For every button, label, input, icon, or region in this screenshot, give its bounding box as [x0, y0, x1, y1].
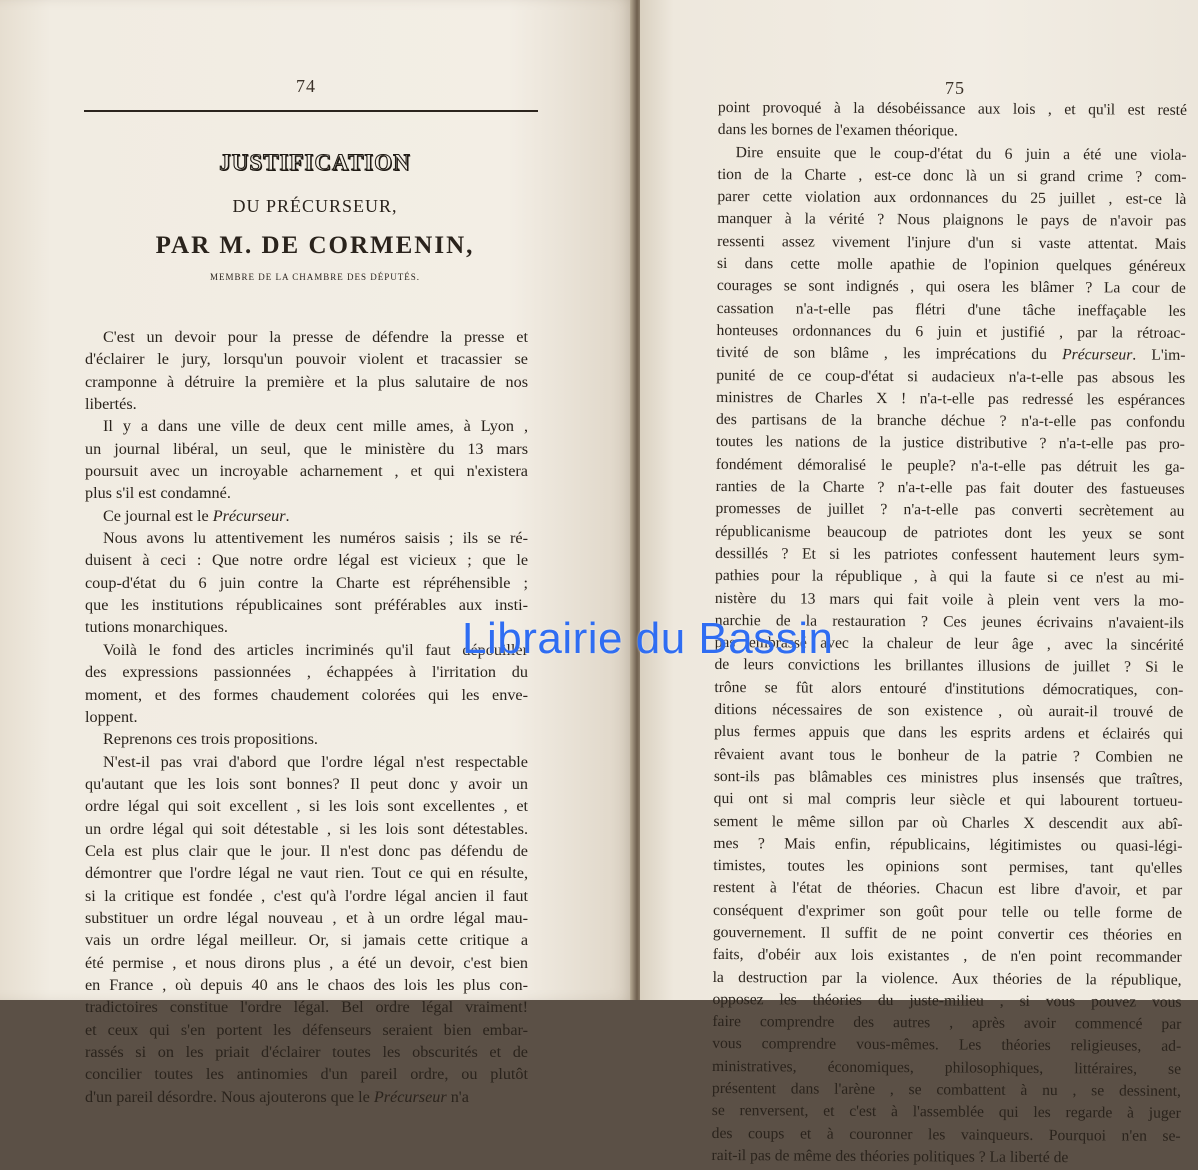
- text-line: trône se fût alors entouré d'institutions démocratiques, con-: [714, 678, 1184, 699]
- text-line: vous comprendre vous-mêmes. Les théories religieuses, ad-: [712, 1035, 1182, 1056]
- watermark: Librairie du Bassin: [462, 614, 834, 663]
- text-line: un journal libéral, un seul, que le ministère du 13 mars: [85, 439, 528, 458]
- journal-name: Précurseur: [1062, 346, 1133, 364]
- text-line: courages se sont indignés , qui osera les blâmer ? La cour de: [716, 277, 1186, 298]
- text-line: se renversent, et c'est à l'assemblée qui les regarde à juger: [711, 1102, 1181, 1123]
- text-line: plus fermes appuis que dans les esprits ardens et éclairés qui: [714, 723, 1184, 744]
- text-line: de leurs convictions les brillantes illusions de juillet ? Si le: [714, 656, 1184, 677]
- text-line: Reprenons ces trois propositions.: [103, 730, 318, 749]
- text-line: pathies pour la république , à qui la faute si ce n'est au mi-: [715, 567, 1185, 588]
- text-line: que les institutions républicaines sont préférables aux insti-: [85, 596, 528, 615]
- text-line: ranties de la Charte ? n'a-t-elle pas fait douter des fastueuses: [715, 478, 1185, 498]
- text-line: concilier toutes les antinomies d'un pareil ordre, ou plutôt: [85, 1065, 528, 1084]
- text-line: pas embrassé avec la chaleur de leur âge , avec la sincérité: [714, 634, 1184, 654]
- text-line: été permise , et nous dirons plus , a été un devoir, c'est bien: [85, 953, 528, 972]
- text-line: faire comprendre des autres , après avoir commencé par: [712, 1013, 1182, 1034]
- page-title: JUSTIFICATION: [219, 150, 411, 175]
- text-line: et ceux qui s'en portent les défenseurs seraient bien embar-: [85, 1020, 528, 1039]
- text-line: narchie de la restauration ? Ces jeunes écrivains n'avaient-ils: [714, 611, 1184, 632]
- text-line: Dire ensuite que le coup-d'état du 6 juin a été une viola-: [735, 143, 1187, 164]
- text-line: vais un ordre légal meilleur. Or, si jamais cette critique a: [85, 931, 528, 950]
- text-line: punité de ce coup-d'état si audacieux n'a-t-elle pas absous les: [716, 366, 1186, 387]
- byline: PAR M. DE CORMENIN,: [155, 232, 475, 259]
- text-line: sont-ils pas blâmables ces ministres plus insensés que traîtres,: [713, 767, 1183, 788]
- text-line: ordre légal qui soit excellent , si les lois sont excellentes , et: [85, 797, 528, 816]
- text-line: Nous avons lu attentivement les numéros saisis ; ils se ré-: [103, 529, 528, 548]
- text-line: tivité de son blâme , les imprécations du Précurseur. L'im-: [716, 344, 1186, 365]
- text-line: C'est un devoir pour la presse de défendre la presse et: [103, 328, 528, 346]
- text-line: loppent.: [85, 707, 138, 726]
- text-line: qui ont si mal compris leur siècle et qui labourent tortueu-: [713, 790, 1183, 811]
- text-line: Cela est plus clair que le jour. Il n'est donc pas défendu de: [85, 841, 528, 860]
- text-line: dessillés ? Et si les patriotes confessent hautement leurs sym-: [715, 544, 1185, 565]
- text-line: tutions monarchiques.: [85, 618, 228, 637]
- right-page: [640, 0, 1198, 1167]
- text-line: nistère du 13 mars qui fait voile à plein vent vers la mo-: [714, 589, 1184, 610]
- text-line: plus s'il est condamné.: [85, 484, 231, 503]
- text-line: en France , où depuis 40 ans le chaos des lois les plus con-: [85, 975, 528, 994]
- text-line: Voilà le fond des articles incriminés qu'il faut dépouiller: [103, 640, 528, 659]
- text-line: promesses de juillet ? n'a-t-elle pas converti secrètement au: [715, 500, 1185, 521]
- text-line: fondément démoralisé le peuple? n'a-t-elle pas détruit les ga-: [715, 455, 1185, 476]
- text-line: tion de la Charte , est-ce donc là un si grand crime ? com-: [717, 165, 1187, 186]
- text-line: des partisans de la branche déchue ? n'a-t-elle pas confondu: [715, 411, 1186, 432]
- text-line: restent à l'état de théories. Chacun est libre d'avoir, et par: [713, 879, 1183, 900]
- title-rule: [84, 110, 538, 112]
- text-line: parer cette violation aux ordonnances du 25 juillet , est-ce là: [717, 188, 1187, 209]
- text-line: cramponne à détruire la première et la plus salutaire de nos: [85, 372, 528, 391]
- text-line: faits, d'obéir aux lois existantes , de n'en point recommander: [712, 946, 1182, 967]
- author-note: MEMBRE DE LA CHAMBRE DES DÉPUTÉS.: [209, 272, 421, 282]
- text-line: démontrer que l'ordre légal ne vaut rien. Tout ce qui en résulte,: [85, 864, 528, 883]
- text-line: des expressions passionnées , échappées à l'irritation du: [85, 663, 528, 682]
- text-line: ministres de Charles X ! n'a-t-elle pas redressé les espérances: [716, 388, 1186, 409]
- text-line: moment, et des formes chaudement colorées qui les enve-: [85, 685, 528, 704]
- text-line: coup-d'état du 6 juin contre la Charte est répréhensible ;: [85, 573, 528, 592]
- text-line: mes ? Mais enfin, républicains, légitimistes ou quasi-légi-: [713, 834, 1183, 855]
- text-line: gouvernement. Il suffit de ne point convertir ces théories en: [712, 923, 1182, 944]
- text-line: si dans cette molle apathie de l'opinion quelques généreux: [716, 255, 1187, 275]
- text-line: ministratives, économiques, philosophiques, littéraires, se: [712, 1057, 1182, 1078]
- text-line: honteuses ordonnances du 6 juin et justifié , par la rétroac-: [716, 321, 1186, 342]
- text-line: ressenti assez vivement l'injure d'un si vaste attentat. Mais: [717, 232, 1187, 253]
- text-line: présentent dans l'arène , se combattent à nu , se dessinent,: [711, 1080, 1181, 1100]
- text-line: rassés si on les priait d'éclairer toutes les obscurités et de: [85, 1043, 528, 1061]
- page-number: 74: [296, 76, 316, 96]
- text-line: ditions nécessaires de son existence , où aurait-il trouvé de: [714, 701, 1184, 721]
- journal-name: Précurseur: [212, 506, 286, 525]
- text-line: timistes, toutes les opinions sont permises, tant qu'elles: [713, 857, 1183, 877]
- left-body-text: [85, 326, 528, 1108]
- text-line: d'un pareil désordre. Nous ajouterons que le Précurseur n'a: [85, 1087, 469, 1106]
- journal-name: Précurseur: [373, 1087, 447, 1106]
- text-line: point provoqué à la désobéissance aux lois , et qu'il est resté: [717, 98, 1187, 119]
- text-line: duisent à ceci : Que notre ordre légal est vicieux ; que le: [85, 551, 528, 570]
- text-line: si la critique est fondée , c'est qu'à l'ordre légal ancien il faut: [85, 886, 528, 905]
- text-line: cassation n'a-t-elle pas flétri d'une tâche ineffaçable les: [716, 299, 1186, 320]
- text-line: républicanisme beaucoup de patriotes dont les yeux se sont: [715, 522, 1185, 543]
- text-line: conséquent d'exprimer son goût pour telle ou telle forme de: [712, 901, 1183, 922]
- text-line: sement le même sillon par où Charles X descendit aux abî-: [713, 812, 1183, 833]
- text-line: opposez les théories du juste-milieu , si vous pouvez vous: [712, 990, 1182, 1011]
- text-line: qu'autant que les lois sont bonnes? Il peut donc y avoir un: [85, 774, 528, 793]
- text-line: poursuit avec un incroyable acharnement , et qui n'existera: [85, 462, 528, 481]
- text-line: Il y a dans une ville de deux cent mille ames, à Lyon ,: [103, 417, 528, 436]
- text-line: manquer à la vérité ? Nous plaignons le pays de n'avoir pas: [717, 210, 1187, 231]
- text-line: rêvaient avant tous le bonheur de la patrie ? Combien ne: [713, 745, 1184, 766]
- page-number: 75: [945, 78, 965, 98]
- text-line: toutes les nations de la justice distributive ? n'a-t-elle pas pro-: [715, 433, 1185, 454]
- text-line: Ce journal est le Précurseur.: [103, 506, 290, 525]
- text-line: la destruction par la violence. Aux théories de la république,: [712, 968, 1182, 989]
- text-line: tradictoires constitue l'ordre légal. Bel ordre légal vraiment!: [85, 998, 528, 1017]
- subtitle: DU PRÉCURSEUR,: [232, 196, 398, 216]
- text-line: d'éclairer le jury, lorsqu'un pouvoir violent et tracassier se: [85, 350, 528, 369]
- text-line: rait-il pas de même des théories politiques ? La liberté de: [711, 1146, 1069, 1167]
- text-line: des coups et à couronner les vainqueurs. Pourquoi n'en se-: [711, 1124, 1181, 1145]
- text-line: libertés.: [85, 395, 137, 414]
- text-line: N'est-il pas vrai d'abord que l'ordre légal n'est respectable: [103, 752, 528, 771]
- text-line: un ordre légal qui soit détestable , si les lois sont détestables.: [85, 819, 528, 838]
- text-line: substituer un ordre légal nouveau , et à un ordre légal mau-: [85, 908, 528, 927]
- text-line: dans les bornes de l'examen théorique.: [717, 121, 958, 140]
